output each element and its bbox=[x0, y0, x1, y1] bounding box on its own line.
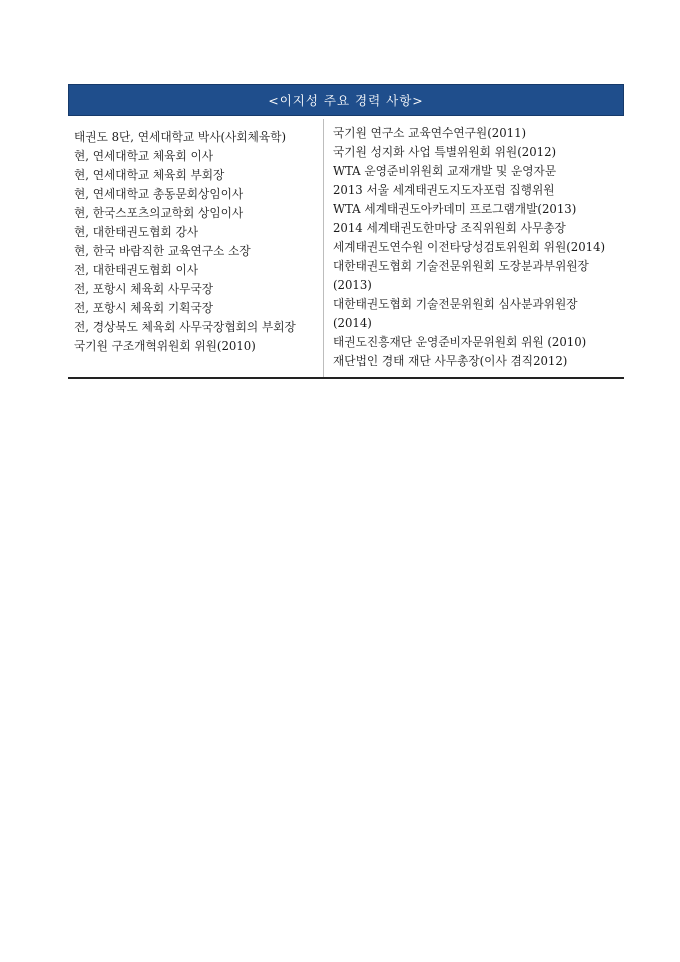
list-item: 태권도 8단, 연세대학교 박사(사회체육학) bbox=[74, 130, 287, 144]
list-item: (2013) bbox=[333, 278, 372, 292]
list-item: 국기원 연구소 교육연수연구원(2011) bbox=[333, 126, 527, 140]
list-item: 태권도진흥재단 운영준비자문위원회 위원 (2010) bbox=[333, 335, 587, 349]
list-item: 현, 한국스포츠의교학회 상임이사 bbox=[74, 206, 244, 220]
list-item: WTA 운영준비위원회 교재개발 및 운영자문 bbox=[333, 164, 557, 178]
list-item: 대한태권도협회 기술전문위원회 심사분과위원장 bbox=[333, 297, 578, 311]
table-title: <이지성 주요 경력 사항> bbox=[268, 93, 424, 108]
list-item: 재단법인 경태 재단 사무총장(이사 겸직2012) bbox=[333, 354, 568, 368]
list-item: 국기원 구조개혁위원회 위원(2010) bbox=[74, 339, 256, 353]
career-column-left bbox=[68, 119, 324, 377]
list-item: 세계태권도연수원 이전타당성검토위원회 위원(2014) bbox=[333, 240, 606, 254]
list-item: 현, 연세대학교 체육회 이사 bbox=[74, 149, 214, 163]
list-item: 현, 연세대학교 체육회 부회장 bbox=[74, 168, 225, 182]
table-header bbox=[68, 84, 624, 116]
list-item: (2014) bbox=[333, 316, 372, 330]
list-item: 대한태권도협회 기술전문위원회 도장분과부위원장 bbox=[333, 259, 589, 273]
list-item: 전, 포항시 체육회 사무국장 bbox=[74, 282, 214, 296]
list-item: 전, 포항시 체육회 기획국장 bbox=[74, 301, 214, 315]
list-item: 2014 세계태권도한마당 조직위원회 사무총장 bbox=[333, 221, 566, 235]
list-item: WTA 세계태권도아카데미 프로그램개발(2013) bbox=[333, 202, 577, 216]
table-body bbox=[68, 119, 624, 379]
list-item: 전, 경상북도 체육회 사무국장협회의 부회장 bbox=[74, 320, 296, 334]
list-item: 현, 한국 바람직한 교육연구소 소장 bbox=[74, 244, 251, 258]
career-column-right bbox=[324, 119, 624, 377]
list-item: 전, 대한태권도협회 이사 bbox=[74, 263, 199, 277]
career-table bbox=[68, 84, 624, 379]
list-item: 현, 대한태권도협회 강사 bbox=[74, 225, 199, 239]
list-item: 국기원 성지화 사업 특별위원회 위원(2012) bbox=[333, 145, 557, 159]
list-item: 2013 서울 세계태권도지도자포럼 집행위원 bbox=[333, 183, 555, 197]
list-item: 현, 연세대학교 총동문회상임이사 bbox=[74, 187, 244, 201]
